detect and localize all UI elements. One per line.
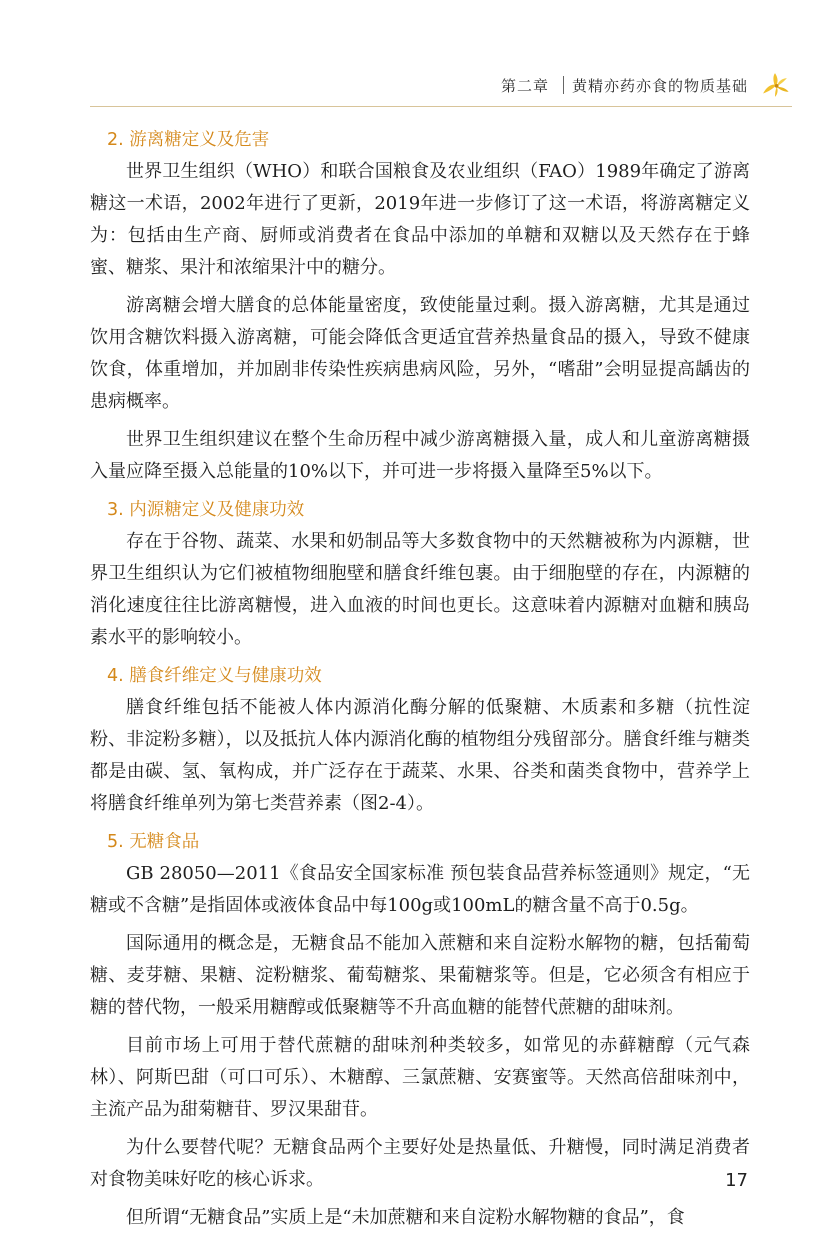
- header-rule: [90, 106, 792, 107]
- paragraph: 游离糖会增大膳食的总体能量密度，致使能量过剩。摄入游离糖，尤其是通过饮用含糖饮料摄入游离糖，可能会降低含更适宜营养热量食品的摄入，导致不健康饮食，体重增加，并加剧非传染性疾病患病风险，另外，“嗜甜”会明显提高龋齿的患病概率。: [90, 295, 750, 412]
- chapter-label: 第二章: [500, 76, 549, 95]
- chapter-title: 黄精亦药亦食的物质基础: [571, 76, 748, 95]
- section-heading: 2. 游离糖定义及危害: [107, 130, 270, 150]
- sealwort-flower-icon: [758, 68, 792, 102]
- section-heading: 4. 膳食纤维定义与健康功效: [107, 666, 322, 686]
- paragraph: 目前市场上可用于替代蔗糖的甜味剂种类较多，如常见的赤藓糖醇（元气森林）、阿斯巴甜（可口可乐）、木糖醇、三氯蔗糖、安赛蜜等。天然高倍甜味剂中，主流产品为甜菊糖苷、罗汉果甜苷。: [90, 1035, 750, 1120]
- paragraph: 世界卫生组织（WHO）和联合国粮食及农业组织（FAO）1989年确定了游离糖这一术语，2002年进行了更新，2019年进一步修订了这一术语，将游离糖定义为：包括由生产商、厨师或消费者在食品中添加的单糖和双糖以及天然存在于蜂蜜、糖浆、果汁和浓缩果汁中的糖分。: [90, 161, 750, 278]
- paragraph: 膳食纤维包括不能被人体内源消化酶分解的低聚糖、木质素和多糖（抗性淀粉、非淀粉多糖），以及抵抗人体内源消化酶的植物组分残留部分。膳食纤维与糖类都是由碳、氢、氧构成，并广泛存在于蔬菜、水果、谷类和菌类食物中，营养学上将膳食纤维单列为第七类营养素（图2-4）。: [90, 697, 750, 814]
- section-heading: 3. 内源糖定义及健康功效: [107, 500, 305, 520]
- page-number: 17: [725, 1170, 748, 1191]
- paragraph: 为什么要替代呢？无糖食品两个主要好处是热量低、升糖慢，同时满足消费者对食物美味好吃的核心诉求。: [90, 1137, 750, 1190]
- running-header: [501, 68, 792, 102]
- paragraph: 国际通用的概念是，无糖食品不能加入蔗糖和来自淀粉水解物的糖，包括葡萄糖、麦芽糖、果糖、淀粉糖浆、葡萄糖浆、果葡糖浆等。但是，它必须含有相应于糖的替代物，一般采用糖醇或低聚糖等不升高血糖的能替代蔗糖的甜味剂。: [90, 933, 750, 1018]
- paragraph: 存在于谷物、蔬菜、水果和奶制品等大多数食物中的天然糖被称为内源糖，世界卫生组织认为它们被植物细胞壁和膳食纤维包裹。由于细胞壁的存在，内源糖的消化速度往往比游离糖慢，进入血液的时间也更长。这意味着内源糖对血糖和胰岛素水平的影响较小。: [90, 531, 750, 648]
- paragraph: GB 28050—2011《食品安全国家标准 预包装食品营养标签通则》规定，“无糖或不含糖”是指固体或液体食品中每100g或100mL的糖含量不高于0.5g。: [90, 863, 750, 916]
- header-divider: [563, 76, 564, 94]
- section-heading: 5. 无糖食品: [107, 832, 200, 852]
- paragraph: 世界卫生组织建议在整个生命历程中减少游离糖摄入量，成人和儿童游离糖摄入量应降至摄入总能量的10%以下，并可进一步将摄入量降至5%以下。: [90, 429, 750, 482]
- paragraph: 但所谓“无糖食品”实质上是“未加蔗糖和来自淀粉水解物糖的食品”，食: [126, 1207, 685, 1228]
- page-body: [90, 122, 750, 1240]
